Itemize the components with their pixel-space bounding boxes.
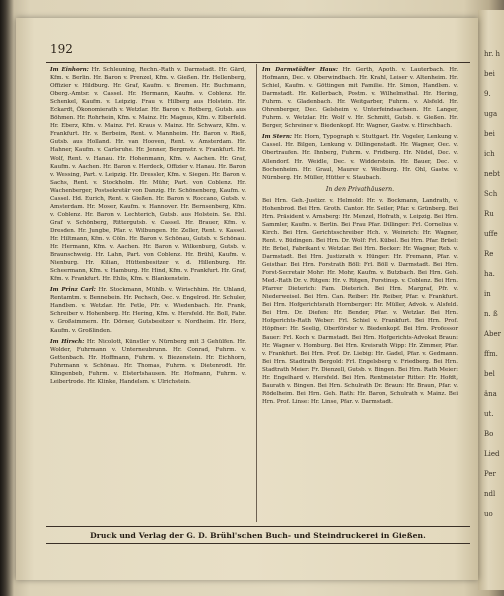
left-column	[50, 66, 246, 389]
edge-text-fragment: Ru	[484, 210, 494, 218]
hotel-name: Im Hirsch:	[50, 338, 85, 345]
section-heading: In den Privathäusern.	[325, 185, 395, 193]
edge-text-fragment: ffm.	[484, 350, 498, 358]
edge-text-fragment: Sch	[484, 190, 498, 198]
hotel-name: Im Einhorn:	[50, 67, 89, 73]
edge-text-fragment: uffe	[484, 230, 498, 238]
guest-list-paragraph	[50, 338, 246, 386]
header-rule	[46, 62, 470, 63]
edge-text-fragment: ha.	[484, 270, 495, 278]
edge-text-fragment: ich	[484, 150, 495, 158]
guest-entries: Hr. Horn, Typograph v. Stuttgart. Hr. Vogeler, Lenkung v. Cassel. Hr. Bilgen, Lenkung v. Dillingenstadt. Hr. Wagner, Oec. v. Obertraufen. Hr. Ihnberg, Fuhrm. v. Fridberg. Hr. Nüdel, Dec. v. Allendorf. Hr. Weidle, Dec. v. Widderstein. Hr. Bauer, Dec. v. Bochenheim. Hr. Graul, Maurer v. Weilburg. Hr. Ohl, Gastw. v. Nürnberg. Hr. Müller, Hütter v. Staubach.	[262, 134, 458, 181]
footer-rule-bottom	[46, 543, 470, 544]
edge-text-fragment: Per	[484, 470, 496, 478]
printer-imprint: Druck und Verlag der G. D. Brühl'schen Buch- und Steindruckerei in Gießen.	[90, 531, 426, 540]
edge-text-fragment: Lied	[484, 450, 500, 458]
edge-text-fragment: hr. h	[484, 50, 501, 58]
edge-text-fragment: uga	[484, 110, 498, 118]
edge-text-fragment: in	[484, 290, 491, 298]
facing-page-edge	[478, 10, 504, 590]
edge-text-fragment: ndl	[484, 490, 496, 498]
edge-text-fragment: Bo	[484, 430, 494, 438]
edge-text-fragment: äna	[484, 390, 497, 398]
hotel-name: Im Prinz Carl:	[50, 287, 96, 294]
guest-entries: Hr. Schleuning, Rechn.-Rath v. Darmstadt. Hr. Gärd, Kfm. v. Berlin. Hr. Baron v. Prenzel, Kfm. v. Gießen. Hr. Hellenberg, Offizier v. Hildburg. Hr. Graf, Kaufm. v. Bremen. Hr. Buchmann, Oberg.-Amtsr. v. Cassel. Hr. Hermann, Kaufm. v. Coblenz. Hr. Schenkel, Kaufm. v. Leipzig. Frau v. Hilberg aus Holstein. Hr. Eckardt, Ökonomierath v. Wetzlar. Hr. Baron v. Rotberg, Gutsb. aus Böhmen. Hr. Rohrhein, Kfm. v. Mainz. Hr. Magnus, Kfm. v. Elberfeld. Hr. Eberz, Kfm. v. Mainz. Frl. Kraus v. Mainz. Hr. Schwarz, Kfm. v. Frankfurt. Hr. v. Berbeim, Rent. v. Mannheim. Hr. Baron v. Rieß, Gutsb. aus Holland. Hr. van Hooven, Rent. v. Amsterdam. Hr. Hahner, Kaufm. v. Carlsruhe. Hr. Jenner, Bergmstr. v. Frankfurt. Hr. Wolf, Rent. v. Hanau. Hr. Hohenmann, Kfm. v. Aachen. Hr. Graf, Kaufm. v. Aachen. Hr. Baron v. Herdeck, Offizier v. Hanau. Hr. Baron v. Wessing, Part. v. Leipzig. Hr. Dressler, Kfm. v. Siegen. Hr. Baron v. Sachs, Rent. v. Stockholm. Hr. Mühr, Part. von Coblenz. Hr. Wachenberger, Postsekretär von Danzig. Hr. Schönenberg, Kaufm. v. Cassel. Hd. Eurich, Rent. v. Gießen. Hr. Baron v. Roccano, Gutsb. v. Amsterdam. Hr. Moser, Kaufm. v. Hannover. Hr. Bernsenberg, Kfm. v. Coblenz. Hr. Baron v. Lechterich, Gutsb. aus Holstein. Se. Ehl. Graf v. Schönberg, Rittergutsb. v. Cassel. Hr. Brauer, Kfm. v. Dresden. Hr. Jungbe, Pfar. v. Wilbungen. Hr. Zeller, Rent. v. Kassel. Hr. Hiltmann, Kfm. v. Cöln. Hr. Baron v. Schönau, Gutsb. v. Schönau. Hr. Hermann, Kfm. v. Aachen. Hr. Baron v. Wilkenburg, Gutsb. v. Braunschweig. Hr. Lahn, Part. von Coblenz. Hr. Brühl, Kaufm. v. Nienburg. Hr. Kilian, Hüttenbesitzer v. d. Hillenburg. Hr. Scheermann, Kfm. v. Hamburg. Hr. Hind, Kfm. v. Frankfurt. Hr. Graf, Kfm. v. Frankfurt. Hr. Ehlis, Kfm. v. Blankenstein.	[50, 67, 246, 283]
page-number: 192	[50, 42, 73, 56]
binding-shadow	[0, 0, 14, 596]
guest-list-paragraph	[262, 197, 458, 406]
column-divider	[256, 64, 257, 522]
guest-entries: Hr. Gerth, Apoth. v. Lauterbach. Hr. Hofmann, Dec. v. Oberwindbach. Hr. Krahl, Leiser v. Altenheim. Hr. Schiel, Kaufm. v. Göttingen mit Familie. Hr. Simon, Handlsm. v. Darmstadt. Hr. Kellerbach, Postm. v. Wilhelmsthal. Hr. Hering, Fuhrm. v. Gladenbach. Hr. Weitgarber, Fuhrm. v. Alsfeld. Hr. Ohrenberger, Dec. Gelsheim v. Unterfeindsachsen. Hr. Langer, Fuhrm. v. Wetzlar. Hr. Wolf v. Hr. Schmitt, Gutsb. v. Gießen. Hr. Berger, Schreiner v. Biedenkopf. Hr. Wagner, Gastw. v. Hirschbach.	[262, 67, 459, 130]
edge-text-fragment: ut.	[484, 410, 494, 418]
edge-text-fragment: bel	[484, 370, 495, 378]
right-column	[262, 66, 458, 409]
guest-entries: Hr. Stockmann, Mühlb. v. Wirischhim. Hr. Uhland, Rentamtm. v. Bennebein. Hr. Pechsch, Oec. v. Engelrod. Hr. Schuler, Handlsm. v. Wetzlar. Hr. Fetle, Pfr. v. Wiedenbach. Hr. Frank, Schreiber v. Hohenberg. Hr. Hering, Kfm. v. Hersfeld. Hr. Boll, Fabr. v. Großsimmern. Hr. Dörner, Gutsbesitzer v. Nordheim. Hr. Herz, Kaufm. v. Großlinden.	[50, 287, 246, 334]
guest-list-paragraph	[50, 286, 246, 334]
edge-text-fragment: Aber	[484, 330, 502, 338]
edge-text-fragment: Re	[484, 250, 494, 258]
guest-list-paragraph	[262, 66, 458, 130]
hotel-name: Im Darmstädter Haus:	[262, 67, 338, 73]
guest-list-paragraph	[262, 133, 458, 181]
guest-entries: Bei Hrn. Geh.-Justizr. v. Helmold: Hr. v. Bockmann, Landrath, v. Hohenbrod. Bei Hrn. Groth. Cantor. Hr. Seiler, Pfar. v. Grünberg. Bei Hrn. Präsident v. Arnsberg: Hr. Menzel, Hofrath, v. Leipzig. Bei Hrn. Sammler, Kaufm. v. Berlin. Bei Frau Pfar. Dillinger: Frl. Cornelius v. Kirch. Bei Hrn. Gerichtsschreiber Hch. v. Weinrich: Hr. Wagner, Rent. v. Büdingen. Bei Hrn. Dr. Wolf: Frl. Kübel. Bei Hrn. Pfar. Brüel: Hr. Brüel, Fabrikant v. Wetzlar. Bei Hrn. Becker: Hr. Wagner, Reb. v. Darmstadt. Bei Hrn. Justizrath v. Hünger: Hr. Fremann, Pfar. v. Geisthar. Bei Hrn. Forstrath Böll: Frl. Böll v. Darmstadt. Bei Hrn. Forst-Secretair Mohr: Hr. Mohr, Kaufm. v. Butzbach. Bei Hrn. Geh. Med.-Rath Dr. v. Ritgen: Hr. v. Ritgen, Forstinsp. v. Coblenz. Bei Hrn. Pfarrer Dieterich: Fam. Dieterich. Bei Hrn. Margraf, Pfr. v. Niederweisel. Bei Hrn. Can. Reiber: Hr. Reiber, Pfar. v. Frankfurt. Bei Hrn. Hofgerichtsrath Hornberger: Hr. Müller, Advok. v. Alsfeld. Bei Hrn. Dr. Diefen: Hr. Bender, Pfar. v. Wetzlar. Bei Hrn. Hofgerichts-Rath Weber: Frl. Schiel v. Frankfurt. Bei Hrn. Prof. Höpfner: Hr. Seelig, Oberförster v. Biedenkopf. Bei Hrn. Professor Bauer: Frl. Koch v. Darmstadt. Bei Hrn. Hofgerichts-Advokat Braun: Hr. Wagner v. Homburg. Bei Hrn. Kreisrath Wipp: Hr. Zimmer, Pfar. v. Frankfurt. Bei Hrn. Prof. Dr. Liebig: Hr. Gadel, Pfar. v. Gedmann. Bei Hrn. Stadtrath Bergold: Frl. Engelsberg v. Friedberg. Bei Hrn. Stadtrath Meier: Fr. Dienzell, Gutsb. v. Bingen. Bei Hrn. Rath Meier: Hr. Engelhard v. Hersfeld. Bei Hrn. Rentmeister Ritter: Hr. Hofdt, Baurath v. Bingen. Bei Hrn. Schulrath Dr. Braun: Hr. Braun, Pfar. v. Rödelheim. Bei Hrn. Geh. Rath: Hr. Baron, Schulrath v. Mainz. Bei Hrn. Prof. Linse: Hr. Linse, Pfar. v. Darmstadt.	[262, 197, 458, 405]
edge-text-fragment: uo	[484, 510, 493, 518]
footer-rule-top	[46, 526, 470, 527]
edge-text-fragment: bei	[484, 130, 495, 138]
guest-entries: Hr. Nicolott, Künstler v. Nürnberg mit 3 Gehülfen. Hr. Wolder, Fuhrmann v. Unterneubrunn. Hr. Conrad, Fuhrm. v. Gettenbach. Hr. Hoffmann, Fuhrm. v. Biezenstein. Hr. Eichhorn, Fuhrmann v. Schönau. Hr. Thomas, Fuhrm. v. Dietenrodt. Hr. Klingenbeb, Fuhrm. v. Elstertshausen. Hr. Hofmann, Fuhrm. v. Leibertrode. Hr. Klinke, Handelsm. v. Ulrichstein.	[50, 338, 246, 385]
edge-text-fragment: 9.	[484, 90, 491, 98]
hotel-name: Im Stern:	[262, 134, 292, 141]
guest-list-paragraph	[50, 66, 246, 283]
edge-text-fragment: n. ß	[484, 310, 498, 318]
edge-text-fragment: bei	[484, 70, 495, 78]
edge-text-fragment: nebt	[484, 170, 500, 178]
